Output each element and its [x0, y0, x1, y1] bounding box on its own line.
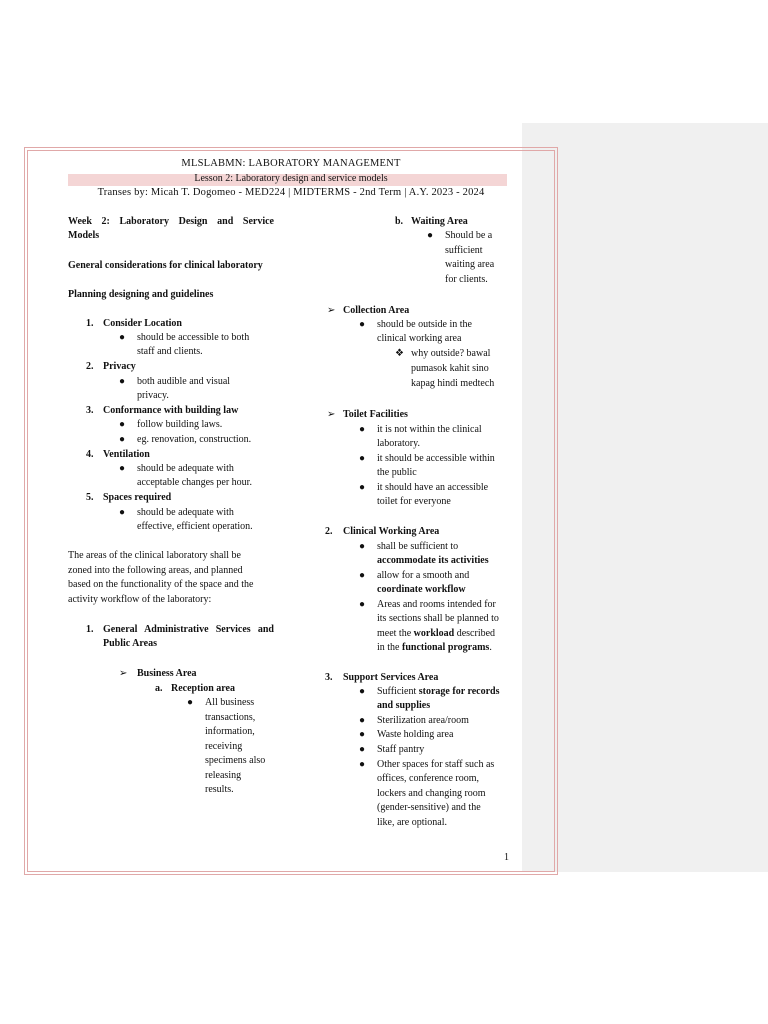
ssa-b1-line1: Sufficient storage for records	[377, 686, 500, 697]
waiting-line4: for clients.	[445, 274, 488, 285]
credits-line: Transes by: Micah T. Dogomeo - MED224 | MIDTERMS - 2nd Term | A.Y. 2023 - 2024	[97, 187, 485, 198]
waiting-line1: Should be a	[445, 230, 493, 241]
reception-line4: receiving	[205, 741, 243, 752]
bullet-icon: ●	[359, 759, 366, 770]
cwa-b1-line1: shall be sufficient to	[377, 541, 459, 552]
toilet-b3-line2: toilet for everyone	[377, 496, 451, 507]
bullet-icon: ●	[119, 419, 126, 430]
reception-line2: transactions,	[205, 712, 256, 723]
cwa-b3-line1: Areas and rooms intended for	[377, 599, 496, 610]
bullet-icon: ●	[359, 686, 366, 697]
item-5-number: 5.	[86, 492, 94, 503]
bullet-icon: ●	[359, 482, 366, 493]
item-5-line1: should be adequate with	[137, 507, 234, 518]
page-number: 1	[504, 852, 509, 863]
course-title: MLSLABMN: LABORATORY MANAGEMENT	[181, 158, 401, 169]
cwa-b2-line1: allow for a smooth and	[377, 570, 470, 581]
bullet-icon: ●	[119, 463, 126, 474]
cwa-b1-line2: accommodate its activities	[377, 555, 489, 566]
item-5-line2: effective, efficient operation.	[137, 521, 253, 532]
item-3-title: Conformance with building law	[103, 405, 239, 416]
lesson-title: Lesson 2: Laboratory design and service models	[194, 173, 388, 184]
item-2-title: Privacy	[103, 361, 136, 372]
ssa-b3: Waste holding area	[377, 729, 454, 740]
ssa-b5-line1: Other spaces for staff such as	[377, 759, 495, 770]
item-5-title: Spaces required	[103, 492, 172, 503]
item-3-line2: eg. renovation, construction.	[137, 434, 252, 445]
ssa-b5-line4: (gender-sensitive) and the	[377, 802, 481, 813]
cwa-b2-line2: coordinate workflow	[377, 584, 466, 595]
toilet-b2-line2: the public	[377, 467, 417, 478]
bullet-icon: ●	[119, 376, 126, 387]
reception-area-label: Reception area	[171, 683, 235, 694]
bullet-icon: ●	[119, 434, 126, 445]
zoned-para-line3: based on the functionality of the space and the	[68, 579, 254, 590]
arrow-bullet-icon: ➢	[327, 305, 336, 316]
toilet-b1-line1: it is not within the clinical	[377, 424, 482, 435]
item-1-line1: should be accessible to both	[137, 332, 250, 343]
arrow-bullet-icon: ➢	[327, 409, 336, 420]
why-line3: kapag hindi medtech	[411, 378, 495, 389]
reception-line7: results.	[205, 784, 234, 795]
cwa-number: 2.	[325, 526, 333, 537]
ssa-b5-line3: lockers and changing room	[377, 788, 486, 799]
ssa-b5-line2: offices, conference room,	[377, 773, 479, 784]
reception-line6: releasing	[205, 770, 242, 781]
reception-number: a.	[155, 683, 163, 694]
waiting-area-label: Waiting Area	[411, 216, 468, 227]
bullet-icon: ●	[359, 744, 366, 755]
item-4-title: Ventilation	[103, 449, 150, 460]
item-4-number: 4.	[86, 449, 94, 460]
ssa-label: Support Services Area	[343, 672, 439, 683]
bullet-icon: ●	[359, 715, 366, 726]
ssa-b1-line2: and supplies	[377, 700, 431, 711]
reception-line3: information,	[205, 726, 255, 737]
cwa-label: Clinical Working Area	[343, 526, 440, 537]
item-4-line1: should be adequate with	[137, 463, 234, 474]
bullet-icon: ●	[359, 541, 366, 552]
general-heading: General considerations for clinical laboratory	[68, 260, 263, 271]
why-line2: pumasok kahit sino	[411, 363, 489, 374]
zoned-para-line4: activity workflow of the laboratory:	[68, 594, 212, 605]
gas-title-line2: Public Areas	[103, 638, 157, 649]
item-3-line1: follow building laws.	[137, 419, 223, 430]
zoned-para-line1: The areas of the clinical laboratory shall be	[68, 550, 241, 561]
collection-area-label: Collection Area	[343, 305, 410, 316]
bullet-icon: ●	[427, 230, 434, 241]
business-area-label: Business Area	[137, 668, 197, 679]
ssa-b5-line5: like, are optional.	[377, 817, 447, 828]
item-1-line2: staff and clients.	[137, 346, 203, 357]
bullet-icon: ●	[359, 599, 366, 610]
bullet-icon: ●	[119, 332, 126, 343]
planning-heading: Planning designing and guidelines	[68, 289, 214, 300]
zoned-para-line2: zoned into the following areas, and planned	[68, 565, 243, 576]
waiting-number: b.	[395, 216, 404, 227]
waiting-line3: waiting area	[445, 259, 495, 270]
item-1-number: 1.	[86, 318, 94, 329]
week-heading-line1: Week 2: Laboratory Design and Service	[68, 216, 274, 227]
item-4-line2: acceptable changes per hour.	[137, 477, 252, 488]
gas-number: 1.	[86, 624, 94, 635]
ssa-b2: Sterilization area/room	[377, 715, 469, 726]
bullet-icon: ●	[359, 570, 366, 581]
week-heading-line2: Models	[68, 230, 100, 241]
collection-line1: should be outside in the	[377, 319, 472, 330]
diamond-bullet-icon: ❖	[395, 348, 404, 359]
comment-sidebar	[522, 123, 768, 872]
waiting-line2: sufficient	[445, 245, 483, 256]
cwa-b3-line2: its sections shall be planned to	[377, 613, 499, 624]
toilet-b3-line1: it should have an accessible	[377, 482, 489, 493]
arrow-bullet-icon: ➢	[119, 668, 128, 679]
reception-line5: specimens also	[205, 755, 266, 766]
gas-title-line1: General Administrative Services and	[103, 624, 274, 635]
item-2-line1: both audible and visual	[137, 376, 231, 387]
item-2-line2: privacy.	[137, 390, 169, 401]
bullet-icon: ●	[359, 453, 366, 464]
why-line1: why outside? bawal	[411, 348, 491, 359]
reception-line1: All business	[205, 697, 255, 708]
cwa-b3-line4: in the functional programs.	[377, 642, 492, 653]
toilet-b2-line1: it should be accessible within	[377, 453, 495, 464]
bullet-icon: ●	[119, 507, 126, 518]
ssa-number: 3.	[325, 672, 333, 683]
collection-line2: clinical working area	[377, 333, 462, 344]
toilet-b1-line2: laboratory.	[377, 438, 420, 449]
bullet-icon: ●	[359, 319, 366, 330]
bullet-icon: ●	[187, 697, 194, 708]
item-2-number: 2.	[86, 361, 94, 372]
item-3-number: 3.	[86, 405, 94, 416]
bullet-icon: ●	[359, 729, 366, 740]
toilet-facilities-label: Toilet Facilities	[343, 409, 408, 420]
cwa-b3-line3: meet the workload described	[377, 628, 496, 639]
item-1-title: Consider Location	[103, 318, 182, 329]
bullet-icon: ●	[359, 424, 366, 435]
ssa-b4: Staff pantry	[377, 744, 425, 755]
